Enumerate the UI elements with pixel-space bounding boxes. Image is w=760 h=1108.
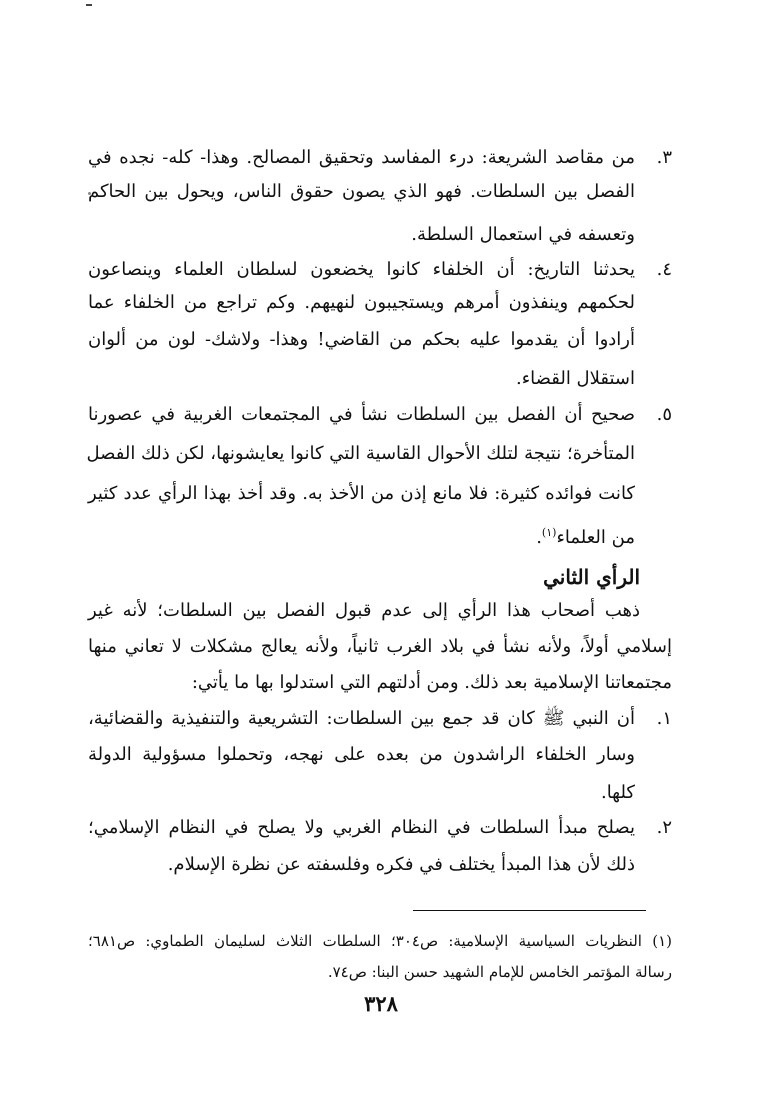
- item-number: ٥.: [656, 404, 672, 425]
- text-line: كانت فوائده كثيرة: فلا مانع إذن من الأخذ به. وقد أخذ بهذا الرأي عدد كثير: [88, 483, 635, 504]
- item-number: ٤.: [656, 259, 672, 280]
- footnote-separator: [413, 910, 646, 911]
- text-run: من العلماء: [556, 527, 635, 548]
- text-line: لحكمهم وينفذون أمرهم ويستجيبون لنهيهم. وكم تراجع من الخلفاء عما: [88, 292, 635, 313]
- text-line: وسار الخلفاء الراشدون من بعده على نهجه، وتحملوا مسؤولية الدولة: [88, 744, 635, 765]
- text-line: صحيح أن الفصل بين السلطات نشأ في المجتمعات الغربية في عصورنا: [88, 404, 635, 425]
- text-line: [88, 520, 635, 551]
- text-line: يحدثنا التاريخ: أن الخلفاء كانوا يخضعون لسلطان العلماء وينصاعون: [88, 259, 635, 280]
- text-line: كلها.: [600, 782, 635, 803]
- text-line: استقلال القضاء.: [515, 368, 635, 389]
- text-line: يصلح مبدأ السلطات في النظام الغربي ولا يصلح في النظام الإسلامي؛: [88, 817, 635, 838]
- text-line: أرادوا أن يقدموا عليه بحكم من القاضي! وهذا- ولاشك- لون من ألوان: [88, 329, 635, 350]
- footnote-line: رسالة المؤتمر الخامس للإمام الشهيد حسن البنا: ص٧٤.: [327, 963, 672, 981]
- item-number: ٢.: [656, 817, 672, 838]
- text-line: من مقاصد الشريعة: درء المفاسد وتحقيق المصالح. وهذا- كله- نجده في: [88, 147, 635, 168]
- text-line: وتعسفه في استعمال السلطة.: [411, 224, 635, 245]
- text-line: ذلك لأن هذا المبدأ يختلف في فكره وفلسفته عن نظرة الإسلام.: [167, 854, 635, 875]
- text-line: أن النبي ﷺ كان قد جمع بين السلطات: التشريعية والتنفيذية والقضائية،: [88, 708, 635, 729]
- text-line: مجتمعاتنا الإسلامية بعد ذلك. ومن أدلتهم التي استدلوا بها ما يأتي:: [191, 672, 672, 693]
- page-number: ٣٢٨: [364, 991, 398, 1016]
- text-run: .: [536, 527, 542, 548]
- text-line: ذهب أصحاب هذا الرأي إلى عدم قبول الفصل بين السلطات؛ لأنه غير: [88, 600, 640, 621]
- text-line: إسلامي أولاً، ولأنه نشأ في بلاد الغرب ثانياً، ولأنه يعالج مشكلات لا تعاني منها: [88, 636, 672, 657]
- text-line: المتأخرة؛ نتيجة لتلك الأحوال القاسية التي كانوا يعايشونها، لكن ذلك الفصل: [86, 443, 635, 464]
- footnote-line: (١) النظريات السياسية الإسلامية: ص٣٠٤؛ السلطات الثلاث لسليمان الطماوي: ص٦٨١؛: [88, 932, 672, 950]
- text-line: الفصل بين السلطات. فهو الذي يصون حقوق الناس، ويحول بين الحاكم: [88, 181, 635, 202]
- section-heading: الرأي الثاني: [543, 565, 640, 589]
- scan-mark: [86, 4, 92, 6]
- item-number: ٣.: [656, 147, 672, 168]
- footnote-ref: (١): [541, 526, 557, 539]
- item-number: ١.: [656, 708, 672, 729]
